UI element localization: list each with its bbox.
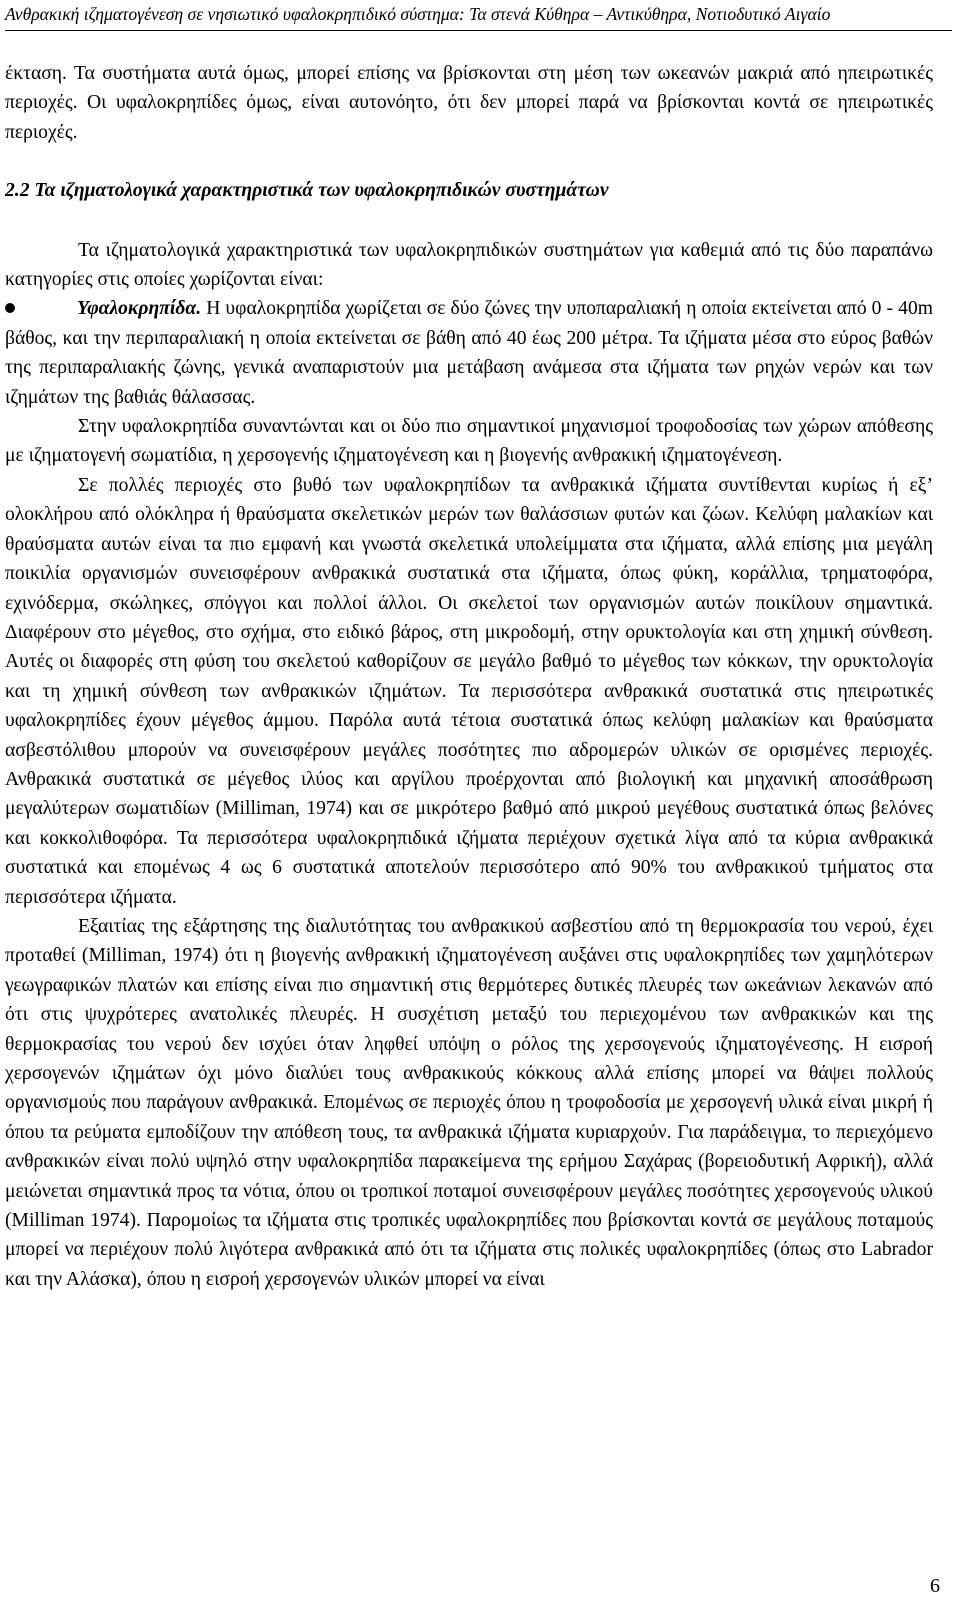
mechanisms-paragraph: Στην υφαλοκρηπίδα συναντώνται και οι δύο πιο σημαντικοί μηχανισμοί τροφοδοσίας των χώρων απόθεσης με ιζηματογενή σωματίδια, η χερσογενής ιζηματογένεση και η βιογενής ανθρακική ιζηματογένεση. <box>5 416 933 467</box>
section-heading: 2.2 Τα ιζηματολογικά χαρακτηριστικά των υφαλοκρηπιδικών συστημάτων <box>5 180 609 202</box>
lead-paragraph: Τα ιζηματολογικά χαρακτηριστικά των υφαλοκρηπιδικών συστημάτων για καθεμιά από τις δύο παραπάνω κατηγορίες στις οποίες χωρίζονται είναι: <box>5 239 933 291</box>
bullet-list-item <box>5 294 933 412</box>
temperature-paragraph: Εξαιτίας της εξάρτησης της διαλυτότητας του ανθρακικού ασβεστίου από τη θερμοκρασία του νερού, έχει προταθεί (Milliman, 1974) ότι η βιογενής ανθρακική ιζηματογένεση αυξάνει στις υφαλοκρηπίδες των χαμηλότερων γεωγραφικών πλατών και επίσης είναι πιο σημαντική στις θερμότερες δυτικές πλευρές των ωκεάνιων λεκανών από ότι στις ψυχρότερες ανατολικές πλευρές. Η συσχέτιση μεταξύ του περιεχομένου των ανθρακικών και της θερμοκρασίας του νερού δεν ισχύει όταν ληφθεί υπόψη ο ρόλος της χερσογενούς ιζηματογένεσης. Η εισροή χερσογενών ιζημάτων όχι μόνο διαλύει τους ανθρακικούς κόκκους αλλά επίσης μπορεί να θάψει πολλούς οργανισμούς που παράγουν ανθρακικά. Επομένως σε περιοχές όπου η τροφοδοσία με χερσογενή υλικά είναι μικρή ή όπου τα ρεύματα εμποδίζουν την απόθεση τους, τα ανθρακικά ιζήματα κυριαρχούν. Για παράδειγμα, το περιεχόμενο ανθρακικών είναι πολύ υψηλό στην υφαλοκρηπίδα παρακείμενα της ερήμου Σαχάρας (βορειοδυτική Αφρική), αλλά μειώνεται σημαντικά προς τα νότια, όπου οι τροπικοί ποταμοί συνεισφέρουν μεγάλες ποσότητες χερσογενούς υλικού (Milliman 1974). Παρομοίως τα ιζήματα στις τροπικές υφαλοκρηπίδες που βρίσκονται κοντά σε μεγάλους ποταμούς μπορεί να περιέχουν πολύ λιγότερα ανθρακικά από ότι τα ιζήματα στις πολικές υφαλοκρηπίδες (όπως στο Labrador και την Αλάσκα), όπου η εισροή χερσογενών υλικών μπορεί να είναι <box>5 915 933 1290</box>
intro-paragraph: έκταση. Τα συστήματα αυτά όμως, μπορεί επίσης να βρίσκονται στη μέση των ωκεανών μακριά από ηπειρωτικές περιοχές. Οι υφαλοκρηπίδες όμως, είναι αυτονόητο, ότι δεν μπορεί παρά να βρίσκονται κοντά σε ηπειρωτικές περιοχές. <box>5 63 933 143</box>
bullet-icon <box>5 303 15 313</box>
header-rule <box>5 30 952 31</box>
composition-paragraph: Σε πολλές περιοχές στο βυθό των υφαλοκρηπίδων τα ανθρακικά ιζήματα συντίθενται κυρίως ή εξ’ ολοκλήρου από ολόκληρα ή θραύσματα σκελετικών μερών των θαλάσσιων φυτών και ζώων. Κελύφη μαλακίων και θραύσματα αυτών είναι τα πιο εμφανή και γνωστά σκελετικά υπολείμματα στα ιζήματα, αλλά επίσης μια μεγάλη ποικιλία οργανισμών συνεισφέρουν ανθρακικά συστατικά στα ιζήματα, όπως φύκη, κοράλλια, τρηματοφόρα, εχινόδερμα, σκώληκες, σπόγγοι και πολλοί άλλοι. Οι σκελετοί των οργανισμών αυτών ποικίλουν σημαντικά. Διαφέρουν στο μέγεθος, στο σχήμα, στο ειδικό βάρος, στη μικροδομή, στην ορυκτολογία και στη χημική σύνθεση. Αυτές οι διαφορές στη φύση του σκελετού καθορίζουν σε μεγάλο βαθμό το μέγεθος των κόκκων, την ορυκτολογία και τη χημική σύνθεση των ανθρακικών ιζημάτων. Τα περισσότερα ανθρακικά συστατικά στις ηπειρωτικές υφαλοκρηπίδες έχουν μέγεθος άμμου. Παρόλα αυτά τέτοια συστατικά όπως κελύφη μαλακίων και θραύσματα ασβεστόλιθου μπορούν να συνεισφέρουν μεγάλες ποσότητες πιο αδρομερών υλικών σε ορισμένες περιοχές. Ανθρακικά συστατικά σε μέγεθος ιλύος και αργίλου προέρχονται από βιολογική και μηχανική αποσάθρωση μεγαλύτερων σωματιδίων (Milliman, 1974) και σε μικρότερο βαθμό από μικρού μεγέθους συστατικά όπως βελόνες και κοκκολιθοφόρα. Τα περισσότερα υφαλοκρηπιδικά ιζήματα περιέχουν σχετικά λίγα από τα κύρια ανθρακικά συστατικά και επομένως 4 ως 6 συστατικά αποτελούν περισσότερο από 90% του ανθρακικού τμήματος στα περισσότερα ιζήματα. <box>5 474 933 908</box>
document-body <box>5 59 933 1294</box>
running-header: Ανθρακική ιζηματογένεση σε νησιωτικό υφαλοκρηπιδικό σύστημα: Τα στενά Κύθηρα – Αντικύθηρα, Νοτιοδυτικό Αιγαίο <box>5 4 831 24</box>
bullet-term: Υφαλοκρηπίδα. <box>77 298 202 320</box>
bullet-text: Η υφαλοκρηπίδα χωρίζεται σε δύο ζώνες την υποπαραλιακή η οποία εκτείνεται από 0 - 40m βάθος, και την περιπαραλιακή η οποία εκτείνεται σε βάθη από 40 έως 200 μέτρα. Τα ιζήματα μέσα στο εύρος βαθών της περιπαραλιακής ζώνης, γενικά αναπαριστούν μια μετάβαση ανάμεσα στα ιζήματα των ρηχών νερών και των ιζημάτων της βαθιάς θάλασσας. <box>5 298 933 408</box>
page-number: 6 <box>930 1575 940 1597</box>
